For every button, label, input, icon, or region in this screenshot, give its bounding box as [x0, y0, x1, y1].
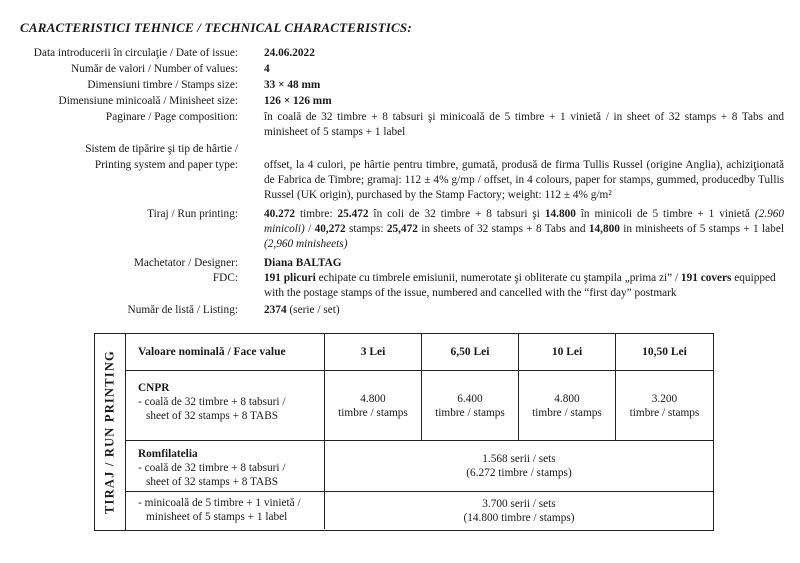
- rom-value-1: 1.568 serii / sets: [482, 453, 556, 465]
- size-value: 33 × 48 mm: [264, 79, 321, 91]
- designer-value: Diana BALTAG: [264, 257, 342, 269]
- table-side-title: TIRAJ / RUN PRINTING: [102, 350, 117, 514]
- header-col-1: 3 Lei: [325, 334, 422, 371]
- fdc-text: equipped with the postage stamps of the issue, numbered and cancelled with the “first day” postmark: [264, 272, 776, 299]
- mini-desc-2: minisheet of 5 stamps + 1 label: [146, 511, 288, 523]
- run-text: in sheets of 32 stamps + 8 Tabs and: [417, 223, 589, 235]
- run-total-ro: 40.272: [264, 208, 296, 220]
- date-value: 24.06.2022: [264, 47, 315, 59]
- header-col-2: 6,50 Lei: [422, 334, 519, 371]
- run-minisheets: (2,960 minisheets): [264, 238, 348, 250]
- listing-label: Număr de listă / Listing:: [127, 304, 238, 316]
- cnpr-unit-3: timbre / stamps: [532, 406, 602, 419]
- run-sheets-ro: 25.472: [337, 208, 369, 220]
- cnpr-desc-1: - coală de 32 timbre + 8 tabsuri /: [138, 396, 286, 408]
- run-label: Tiraj / Run printing:: [147, 208, 238, 220]
- print-label-2: Printing system and paper type:: [94, 159, 238, 171]
- rom-title: Romfilatelia: [138, 448, 198, 460]
- mini-desc-1: - minicoală de 5 timbre + 1 vinietă /: [138, 497, 301, 509]
- cnpr-value-4: 3.200: [651, 392, 678, 405]
- mini-value-1: 3.700 serii / sets: [482, 497, 556, 510]
- mini-value-2: (14.800 timbre / stamps): [463, 511, 575, 524]
- listing-number: 2374: [264, 304, 287, 316]
- values-value: 4: [264, 63, 270, 75]
- cnpr-value-1: 4.800: [360, 392, 386, 405]
- run-text: in minisheets of 5 stamps + 1 label: [619, 223, 784, 235]
- minisheet-label: Dimensiune minicoală / Minisheet size:: [58, 95, 238, 107]
- rom-desc-2: sheet of 32 stamps + 8 TABS: [146, 476, 279, 488]
- cnpr-cell-2: [422, 371, 519, 441]
- cnpr-cell-1: [325, 371, 422, 441]
- run-minicoli: (2.960 minicoli): [264, 208, 785, 235]
- run-text: în minicoli de 5 timbre + 1 vinietă: [575, 208, 755, 220]
- section-heading: CARACTERISTICI TEHNICE / TECHNICAL CHARACTERISTICS:: [20, 20, 412, 35]
- mini-value-cell: [325, 492, 713, 529]
- print-label-1: Sistem de tipărire şi tip de hârtie /: [85, 143, 238, 155]
- header-col-3: 10 Lei: [519, 334, 616, 371]
- rom-value-2: (6.272 timbre / stamps): [466, 467, 572, 479]
- run-value: [264, 207, 784, 252]
- run-text: /: [304, 223, 315, 235]
- run-text: stamps:: [345, 223, 387, 235]
- size-label: Dimensiuni timbre / Stamps size:: [87, 79, 238, 91]
- cnpr-label-cell: [126, 371, 325, 441]
- fdc-covers: 191 covers: [680, 272, 732, 284]
- minisheet-value: 126 × 126 mm: [264, 95, 332, 107]
- values-label: Număr de valori / Number of values:: [71, 63, 238, 75]
- cnpr-unit-1: timbre / stamps: [338, 406, 408, 419]
- run-printing-table: [94, 333, 714, 531]
- run-sheets-en: 25,472: [386, 223, 418, 235]
- date-label: Data introducerii în circulaţie / Date of issue:: [33, 47, 238, 59]
- run-mini-ro: 14.800: [544, 208, 576, 220]
- fdc-plicuri: 191 plicuri: [264, 272, 316, 284]
- header-col-4: 10,50 Lei: [616, 334, 713, 371]
- header-face-value: Valoare nominală / Face value: [126, 334, 325, 371]
- run-text: în coli de 32 timbre + 8 tabsuri şi: [368, 208, 545, 220]
- print-value: offset, la 4 culori, pe hârtie pentru timbre, gumată, produsă de firma Tullis Russel (origine Anglia), achiziţionată de Fabrica de Timbre; gramaj: 112 ± 4% g/mp / offset, in 4 colours, paper for stamps, gummed, producedby Tullis Russel (UK origin), purchased by the Stamp Factory; weight: 112 ± 4% g/m²: [264, 159, 784, 201]
- rom-label-cell: [126, 441, 325, 492]
- run-total-en: 40,272: [314, 223, 346, 235]
- run-mini-en: 14,800: [588, 223, 620, 235]
- cnpr-value-3: 4.800: [554, 392, 580, 405]
- table-side-title-cell: [95, 334, 126, 530]
- cnpr-cell-3: [519, 371, 616, 441]
- page-value: în coală de 32 timbre + 8 tabsuri şi minicoală de 5 timbre + 1 vinietă / in sheet of 32 stamps + 8 Tabs and minisheet of 5 stamps + 1 label: [264, 111, 784, 138]
- cnpr-value-2: 6.400: [457, 392, 483, 405]
- cnpr-desc-2: sheet of 32 stamps + 8 TABS: [146, 410, 279, 422]
- rom-desc-1: - coală de 32 timbre + 8 tabsuri /: [138, 462, 286, 474]
- mini-label-cell: [126, 492, 325, 529]
- run-text: timbre:: [295, 208, 338, 220]
- page-label: Paginare / Page composition:: [105, 111, 238, 123]
- cnpr-title: CNPR: [138, 382, 170, 394]
- cnpr-unit-4: timbre / stamps: [629, 406, 700, 419]
- fdc-value: [264, 271, 784, 301]
- fdc-label: FDC:: [212, 272, 238, 284]
- listing-rest: (serie / set): [286, 304, 340, 316]
- cnpr-cell-4: [616, 371, 713, 441]
- designer-label: Machetator / Designer:: [133, 257, 238, 269]
- cnpr-unit-2: timbre / stamps: [435, 406, 505, 419]
- rom-value-cell: [325, 441, 713, 492]
- fdc-text: echipate cu timbrele emisiunii, numerotate şi obliterate cu ştampila „prima zi” /: [315, 272, 681, 284]
